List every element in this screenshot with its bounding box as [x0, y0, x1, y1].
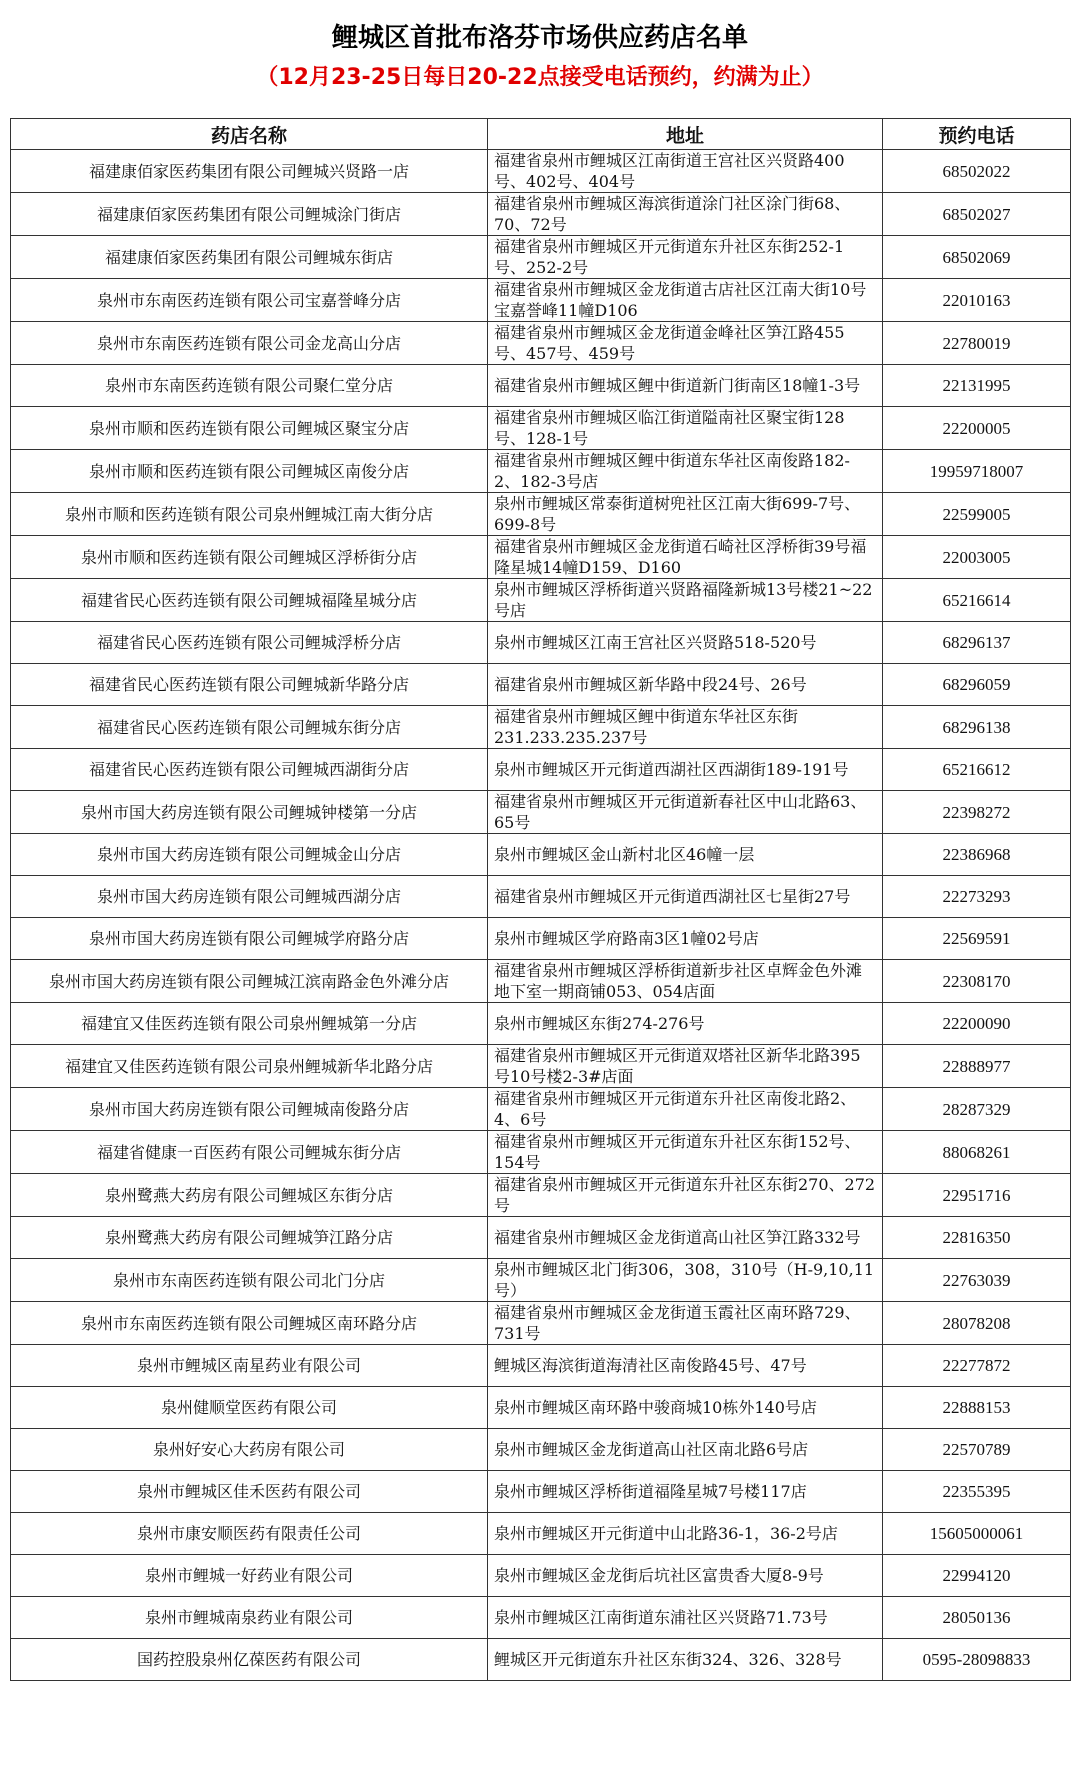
phone-cell: 68296137 — [883, 622, 1071, 664]
table-row — [11, 960, 1071, 1003]
pharmacy-name-cell: 泉州市国大药房连锁有限公司鲤城江滨南路金色外滩分店 — [11, 960, 488, 1003]
address-cell: 福建省泉州市鲤城区开元街道东升社区南俊北路2、4、6号 — [488, 1088, 883, 1131]
address-cell: 福建省泉州市鲤城区金龙街道高山社区笋江路332号 — [488, 1217, 883, 1259]
pharmacy-name-cell: 福建省民心医药连锁有限公司鲤城西湖街分店 — [11, 749, 488, 791]
pharmacy-name-cell: 泉州市国大药房连锁有限公司鲤城金山分店 — [11, 834, 488, 876]
pharmacy-name-cell: 泉州鹭燕大药房有限公司鲤城区东街分店 — [11, 1174, 488, 1217]
table-row — [11, 1555, 1071, 1597]
table-row — [11, 706, 1071, 749]
table-row — [11, 1131, 1071, 1174]
address-cell: 鲤城区海滨街道海清社区南俊路45号、47号 — [488, 1345, 883, 1387]
table-row — [11, 579, 1071, 622]
table-row — [11, 1003, 1071, 1045]
phone-cell: 22569591 — [883, 918, 1071, 960]
pharmacy-name-cell: 泉州市国大药房连锁有限公司鲤城西湖分店 — [11, 876, 488, 918]
table-header-row — [11, 119, 1071, 150]
document-subtitle: （12月23-25日每日20-22点接受电话预约，约满为止） — [256, 65, 824, 90]
phone-cell: 28078208 — [883, 1302, 1071, 1345]
table-row — [11, 536, 1071, 579]
pharmacy-name-cell: 泉州市顺和医药连锁有限公司泉州鲤城江南大街分店 — [11, 493, 488, 536]
phone-cell: 22010163 — [883, 279, 1071, 322]
table-row — [11, 365, 1071, 407]
address-cell: 福建省泉州市鲤城区金龙街道古店社区江南大街10号宝嘉誉峰11幢D106 — [488, 279, 883, 322]
phone-cell: 15605000061 — [883, 1513, 1071, 1555]
table-row — [11, 407, 1071, 450]
pharmacy-name-cell: 福建宜又佳医药连锁有限公司泉州鲤城第一分店 — [11, 1003, 488, 1045]
address-cell: 泉州市鲤城区江南街道东浦社区兴贤路71.73号 — [488, 1597, 883, 1639]
address-cell: 福建省泉州市鲤城区浮桥街道新步社区卓辉金色外滩地下室一期商铺053、054店面 — [488, 960, 883, 1003]
address-cell: 泉州市鲤城区常泰街道树兜社区江南大街699-7号、699-8号 — [488, 493, 883, 536]
pharmacy-name-cell: 泉州市东南医药连锁有限公司鲤城区南环路分店 — [11, 1302, 488, 1345]
pharmacy-name-cell: 泉州好安心大药房有限公司 — [11, 1429, 488, 1471]
phone-cell: 22994120 — [883, 1555, 1071, 1597]
pharmacy-name-cell: 泉州市康安顺医药有限责任公司 — [11, 1513, 488, 1555]
phone-cell: 22398272 — [883, 791, 1071, 834]
table-row — [11, 322, 1071, 365]
address-cell: 泉州市鲤城区东街274-276号 — [488, 1003, 883, 1045]
phone-cell: 22888153 — [883, 1387, 1071, 1429]
table-row — [11, 1639, 1071, 1681]
document-title: 鲤城区首批布洛芬市场供应药店名单 — [331, 23, 748, 53]
phone-cell: 22200090 — [883, 1003, 1071, 1045]
table-row — [11, 1217, 1071, 1259]
pharmacy-name-cell: 泉州鹭燕大药房有限公司鲤城笋江路分店 — [11, 1217, 488, 1259]
pharmacy-name-cell: 国药控股泉州亿葆医药有限公司 — [11, 1639, 488, 1681]
address-cell: 福建省泉州市鲤城区金龙街道金峰社区笋江路455号、457号、459号 — [488, 322, 883, 365]
pharmacy-name-cell: 福建康佰家医药集团有限公司鲤城东街店 — [11, 236, 488, 279]
table-row — [11, 1088, 1071, 1131]
pharmacy-name-cell: 泉州市国大药房连锁有限公司鲤城学府路分店 — [11, 918, 488, 960]
table-row — [11, 450, 1071, 493]
phone-cell: 22003005 — [883, 536, 1071, 579]
table-row — [11, 1045, 1071, 1088]
address-cell: 福建省泉州市鲤城区开元街道东升社区东街252-1号、252-2号 — [488, 236, 883, 279]
pharmacy-name-cell: 福建康佰家医药集团有限公司鲤城兴贤路一店 — [11, 150, 488, 193]
address-cell: 泉州市鲤城区北门街306，308，310号（H-9,10,11号） — [488, 1259, 883, 1302]
table-row — [11, 749, 1071, 791]
pharmacy-name-cell: 泉州市国大药房连锁有限公司鲤城南俊路分店 — [11, 1088, 488, 1131]
phone-cell: 22599005 — [883, 493, 1071, 536]
pharmacy-name-cell: 泉州市鲤城一好药业有限公司 — [11, 1555, 488, 1597]
address-cell: 泉州市鲤城区金龙街后坑社区富贵香大厦8-9号 — [488, 1555, 883, 1597]
pharmacy-name-cell: 泉州市顺和医药连锁有限公司鲤城区南俊分店 — [11, 450, 488, 493]
phone-cell: 22277872 — [883, 1345, 1071, 1387]
phone-cell: 68502022 — [883, 150, 1071, 193]
header — [10, 8, 1070, 118]
phone-cell: 22131995 — [883, 365, 1071, 407]
address-cell: 泉州市鲤城区金山新村北区46幢一层 — [488, 834, 883, 876]
pharmacy-name-cell: 泉州市东南医药连锁有限公司金龙高山分店 — [11, 322, 488, 365]
phone-cell: 22273293 — [883, 876, 1071, 918]
table-row — [11, 1513, 1071, 1555]
phone-cell: 68296138 — [883, 706, 1071, 749]
phone-cell: 19959718007 — [883, 450, 1071, 493]
address-cell: 福建省泉州市鲤城区新华路中段24号、26号 — [488, 664, 883, 706]
phone-cell: 65216614 — [883, 579, 1071, 622]
table-row — [11, 1259, 1071, 1302]
address-cell: 福建省泉州市鲤城区开元街道东升社区东街270、272号 — [488, 1174, 883, 1217]
address-cell: 鲤城区开元街道东升社区东街324、326、328号 — [488, 1639, 883, 1681]
table-row — [11, 622, 1071, 664]
table-row — [11, 1345, 1071, 1387]
address-cell: 泉州市鲤城区浮桥街道兴贤路福隆新城13号楼21~22号店 — [488, 579, 883, 622]
phone-cell: 68502027 — [883, 193, 1071, 236]
address-cell: 福建省泉州市鲤城区鲤中街道东华社区东街231.233.235.237号 — [488, 706, 883, 749]
pharmacy-name-cell: 福建康佰家医药集团有限公司鲤城涂门街店 — [11, 193, 488, 236]
pharmacy-name-cell: 福建宜又佳医药连锁有限公司泉州鲤城新华北路分店 — [11, 1045, 488, 1088]
pharmacy-name-cell: 泉州市顺和医药连锁有限公司鲤城区聚宝分店 — [11, 407, 488, 450]
phone-cell: 28050136 — [883, 1597, 1071, 1639]
pharmacy-name-cell: 泉州市东南医药连锁有限公司宝嘉誉峰分店 — [11, 279, 488, 322]
address-cell: 福建省泉州市鲤城区江南街道王宫社区兴贤路400号、402号、404号 — [488, 150, 883, 193]
table-row — [11, 1429, 1071, 1471]
address-cell: 福建省泉州市鲤城区鲤中街道新门街南区18幢1-3号 — [488, 365, 883, 407]
table-row — [11, 1471, 1071, 1513]
table-row — [11, 791, 1071, 834]
table-row — [11, 664, 1071, 706]
document-sheet — [10, 8, 1070, 1788]
table-row — [11, 876, 1071, 918]
address-cell: 泉州市鲤城区开元街道中山北路36-1，36-2号店 — [488, 1513, 883, 1555]
pharmacy-name-cell: 泉州市东南医药连锁有限公司北门分店 — [11, 1259, 488, 1302]
address-cell: 福建省泉州市鲤城区开元街道新春社区中山北路63、65号 — [488, 791, 883, 834]
table-row — [11, 150, 1071, 193]
phone-cell: 22816350 — [883, 1217, 1071, 1259]
table-row — [11, 1174, 1071, 1217]
address-cell: 泉州市鲤城区江南王宫社区兴贤路518-520号 — [488, 622, 883, 664]
address-cell: 泉州市鲤城区金龙街道高山社区南北路6号店 — [488, 1429, 883, 1471]
pharmacy-name-cell: 福建省民心医药连锁有限公司鲤城福隆星城分店 — [11, 579, 488, 622]
phone-cell: 22570789 — [883, 1429, 1071, 1471]
table-row — [11, 1302, 1071, 1345]
pharmacy-name-cell: 福建省民心医药连锁有限公司鲤城浮桥分店 — [11, 622, 488, 664]
phone-cell: 68502069 — [883, 236, 1071, 279]
address-cell: 福建省泉州市鲤城区鲤中街道东华社区南俊路182-2、182-3号店 — [488, 450, 883, 493]
address-cell: 福建省泉州市鲤城区开元街道西湖社区七星街27号 — [488, 876, 883, 918]
pharmacy-name-cell: 泉州市国大药房连锁有限公司鲤城钟楼第一分店 — [11, 791, 488, 834]
column-header-phone: 预约电话 — [883, 119, 1071, 150]
address-cell: 泉州市鲤城区南环路中骏商城10栋外140号店 — [488, 1387, 883, 1429]
pharmacy-name-cell: 泉州市鲤城南泉药业有限公司 — [11, 1597, 488, 1639]
column-header-address: 地址 — [488, 119, 883, 150]
address-cell: 福建省泉州市鲤城区开元街道东升社区东街152号、154号 — [488, 1131, 883, 1174]
pharmacy-name-cell: 泉州市顺和医药连锁有限公司鲤城区浮桥街分店 — [11, 536, 488, 579]
phone-cell: 22763039 — [883, 1259, 1071, 1302]
phone-cell: 88068261 — [883, 1131, 1071, 1174]
table-row — [11, 193, 1071, 236]
phone-cell: 28287329 — [883, 1088, 1071, 1131]
pharmacy-table — [10, 118, 1071, 1681]
column-header-name: 药店名称 — [11, 119, 488, 150]
pharmacy-name-cell: 福建省健康一百医药有限公司鲤城东街分店 — [11, 1131, 488, 1174]
address-cell: 福建省泉州市鲤城区海滨街道涂门社区涂门街68、70、72号 — [488, 193, 883, 236]
pharmacy-name-cell: 福建省民心医药连锁有限公司鲤城东街分店 — [11, 706, 488, 749]
pharmacy-name-cell: 福建省民心医药连锁有限公司鲤城新华路分店 — [11, 664, 488, 706]
phone-cell: 22386968 — [883, 834, 1071, 876]
address-cell: 泉州市鲤城区开元街道西湖社区西湖街189-191号 — [488, 749, 883, 791]
table-row — [11, 918, 1071, 960]
phone-cell: 22951716 — [883, 1174, 1071, 1217]
table-row — [11, 834, 1071, 876]
address-cell: 泉州市鲤城区学府路南3区1幢02号店 — [488, 918, 883, 960]
table-row — [11, 493, 1071, 536]
phone-cell: 68296059 — [883, 664, 1071, 706]
address-cell: 福建省泉州市鲤城区金龙街道玉霞社区南环路729、731号 — [488, 1302, 883, 1345]
table-row — [11, 1387, 1071, 1429]
address-cell: 福建省泉州市鲤城区开元街道双塔社区新华北路395号10号楼2-3#店面 — [488, 1045, 883, 1088]
table-row — [11, 279, 1071, 322]
address-cell: 福建省泉州市鲤城区金龙街道石崎社区浮桥街39号福隆星城14幢D159、D160 — [488, 536, 883, 579]
pharmacy-name-cell: 泉州市鲤城区佳禾医药有限公司 — [11, 1471, 488, 1513]
phone-cell: 22200005 — [883, 407, 1071, 450]
pharmacy-name-cell: 泉州市东南医药连锁有限公司聚仁堂分店 — [11, 365, 488, 407]
pharmacy-name-cell: 泉州市鲤城区南星药业有限公司 — [11, 1345, 488, 1387]
phone-cell: 22355395 — [883, 1471, 1071, 1513]
phone-cell: 0595-28098833 — [883, 1639, 1071, 1681]
address-cell: 福建省泉州市鲤城区临江街道隘南社区聚宝街128号、128-1号 — [488, 407, 883, 450]
phone-cell: 22888977 — [883, 1045, 1071, 1088]
address-cell: 泉州市鲤城区浮桥街道福隆星城7号楼117店 — [488, 1471, 883, 1513]
phone-cell: 65216612 — [883, 749, 1071, 791]
phone-cell: 22780019 — [883, 322, 1071, 365]
pharmacy-name-cell: 泉州健顺堂医药有限公司 — [11, 1387, 488, 1429]
table-row — [11, 1597, 1071, 1639]
phone-cell: 22308170 — [883, 960, 1071, 1003]
table-row — [11, 236, 1071, 279]
